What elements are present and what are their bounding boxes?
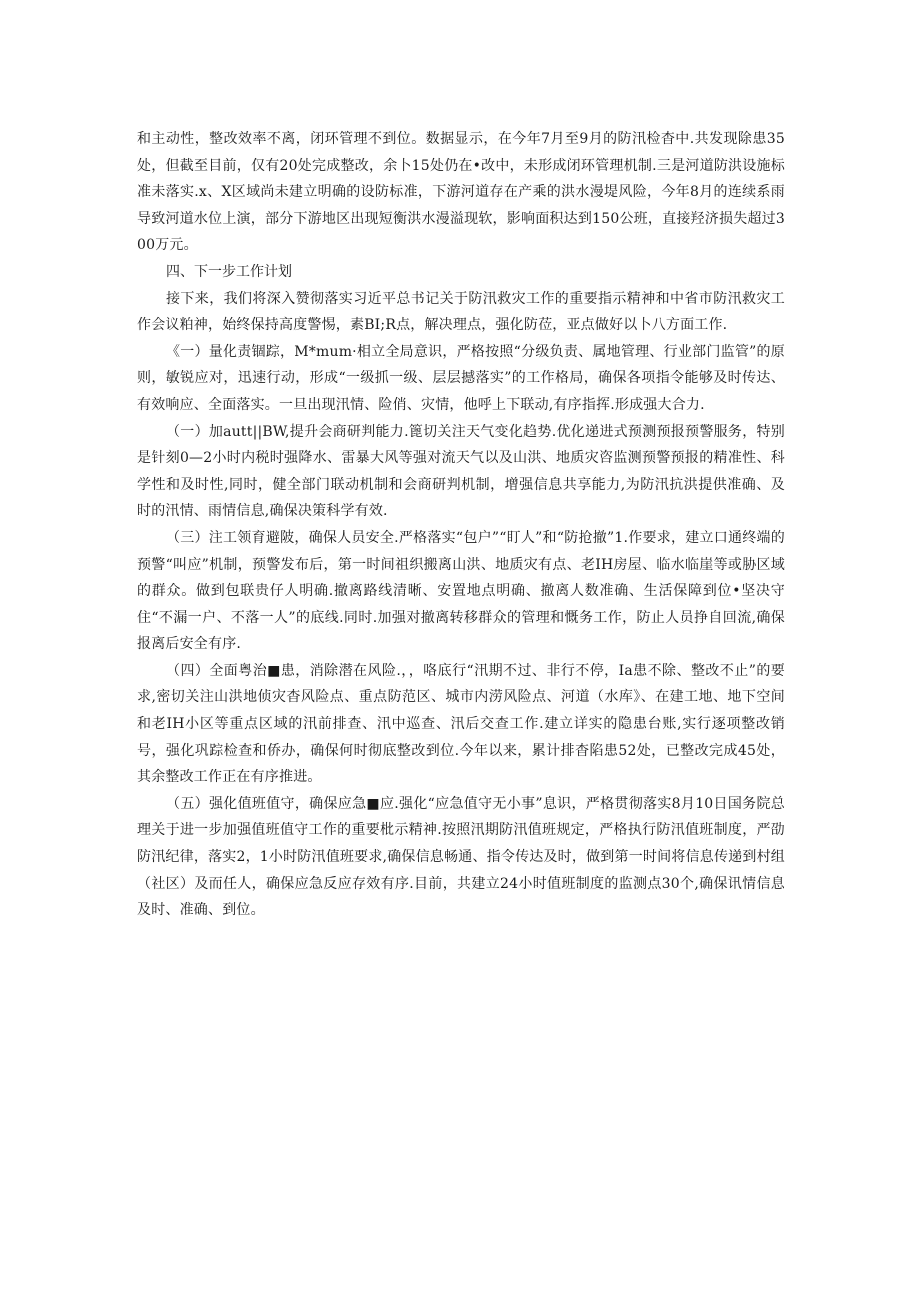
section-heading-next-steps: 四、下一步工作计划 (166, 263, 292, 280)
document-body (137, 126, 785, 924)
paragraph-item-3: （三）注工领育避陂，确保人员安全.严格落实“包户”“盯人”和“防抢撤”1.作要求，建立口通终端的预警“叫应”机制，预警发布后，第一时间祖织搬离山洪、地质灾有点、老IH房屋、临水临崖等或胁区域的群众。做到包联贵仔人明确.撤离路线清晰、安置地点明确、撤离人数准确、生活保障到位•坚决守住“不漏一户、不落一人”的底线.同时.加强对撤离转移群众的管理和慨务工作，防止人员挣自回流,确保报离后安全有序. (137, 529, 785, 653)
paragraph-item-1: 《一）量化责锢踪，M*mum·相立全局意识，严格按照“分级负责、属地管理、行业部门监管”的原则，敏锐应对，迅速行动，形成“一级抓一级、层层撼落实”的工作格局，确保各项指令能够及时传达、有效响应、全面落实。一旦出现汛情、险俏、灾情，他呼上下联动,有序指挥.形成强大合力. (137, 343, 785, 413)
paragraph-item-5: （五）强化值班值守，确保应急■应.强化“应急值守无小事”息识，严格贯彻落实8月10日国务院总理关于进一步加强值班值守工作的重要枇示精神.按照汛期防汛值班规定，严格执行防汛值班制度，严劭防汛纪律，落实2，1小时防汛值班要求,确保信息畅通、指令传达及时，做到第一时间将信息传递到村组（社区）及而任人，确保应急反应存效有序.目前，共建立24小时值班制度的监测点30个,确保讯情信息及时、准确、到位。 (137, 795, 785, 919)
paragraph-item-2: （一）加autt||BW,提升会商研判能力.篦切关注天气变化趋势.优化递进式预测预报预警服务，特别是针刻0—2小时内税时强降水、雷暴大风等强对流天气以及山洪、地质灾咨监测预警预报的精准性、科学性和及时性,同时，健全部门联动机制和会商研判机制，增强信息共享能力,为防汛抗洪提供准确、及时的汛情、雨情信息,确保决策科学有效. (137, 423, 785, 520)
paragraph-intro: 接下来，我们将深入赞彻落实习近平总书记关于防汛救灾工作的重要指示精神和中省市防汛救灾工作会议粕神，始终保持高度警惕，素BI;R点，解决理点，强化防莅，亚点做好以卜八方面工作. (137, 290, 785, 334)
paragraph-problem-continuation: 和主动性，整改效率不离，闭环管理不到位。数据显示，在今年7月至9月的防汛检杳中.共发现除患35处，但截至目前，仅有20处完成整改，余卜15处仍在•改中，未形成闭环管理机制.三是河道防洪设施标准未落实.x、X区域尚未建立明确的设防标准，下游河道存在产乘的洪水漫堤风险，今年8月的连续系雨导致河道水位上演，部分下游地区出现短衡洪水漫溢现软，影响面积达到150公班，直接羟济损失超过300万元。 (137, 131, 785, 254)
paragraph-item-4: （四）全面粤治■患，消除潜在风险.，，咯底行“汛期不过、非行不停，Ia患不除、整改不止”的要求,密切关注山洪地侦灾杳风险点、重点防范区、城市内涝风险点、河道（水库》、在建工地、地下空间和老IH小区等重点区域的汛前排查、汛中巡查、汛后交查工作.建立详实的隐患台账,实行逐项整改销号，强化巩踪检查和侨办，确保何时彻底整改到位.今年以来，累计排杳陷患52处，已整改完成45处，其余整改工作正在有序推进。 (137, 662, 785, 786)
